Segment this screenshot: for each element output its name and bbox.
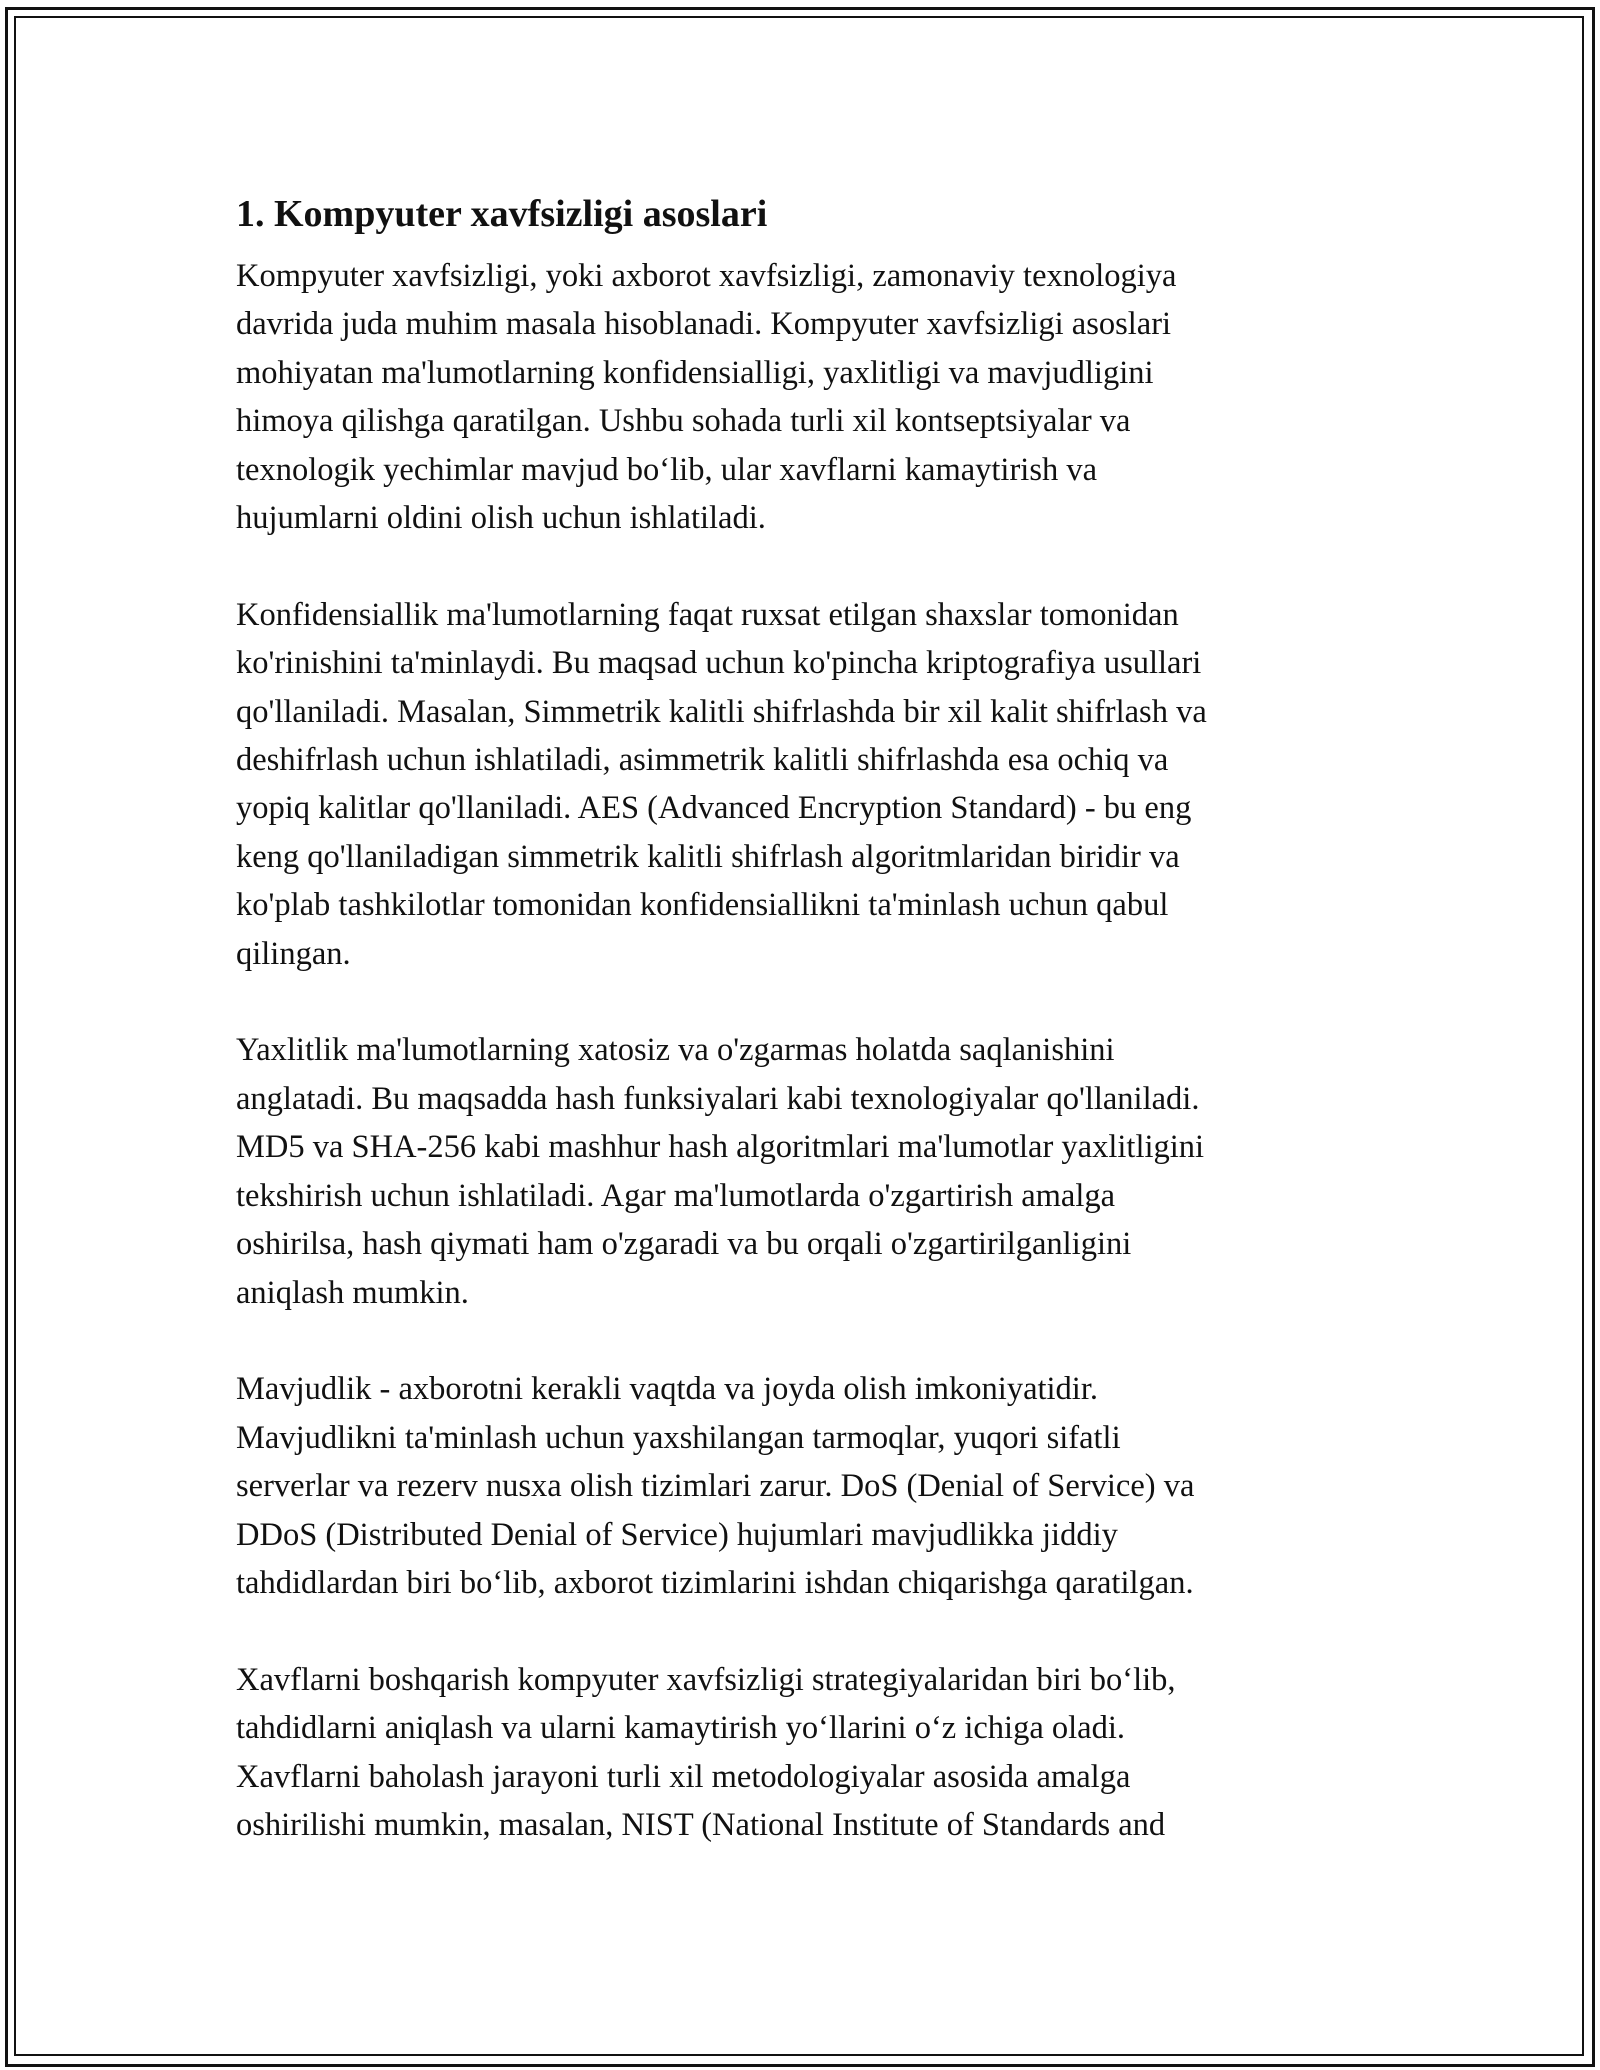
text-line: Konfidensiallik ma'lumotlarning faqat ruxsat etilgan shaxslar tomonidan: [236, 596, 1179, 633]
text-line: MD5 va SHA-256 kabi mashhur hash algoritmlari ma'lumotlar yaxlitligini: [236, 1129, 1205, 1166]
text-line: tekshirish uchun ishlatiladi. Agar ma'lumotlarda o'zgartirish amalga: [236, 1177, 1116, 1214]
text-line: himoya qilishga qaratilgan. Ushbu sohada turli xil kontseptsiyalar va: [236, 403, 1131, 440]
text-line: qo'llaniladi. Masalan, Simmetrik kalitli shifrlashda bir xil kalit shifrlash va: [236, 693, 1207, 730]
text-line: ko'rinishini ta'minlaydi. Bu maqsad uchun ko'pincha kriptografiya usullari: [236, 645, 1202, 682]
text-line: Mavjudlik - axborotni kerakli vaqtda va joyda olish imkoniyatidir.: [236, 1371, 1098, 1408]
text-line: oshirilsa, hash qiymati ham o'zgaradi va bu orqali o'zgartirilganligini: [236, 1226, 1132, 1263]
text-line: serverlar va rezerv nusxa olish tizimlari zarur. DoS (Denial of Service) va: [236, 1468, 1195, 1505]
text-line: tahdidlardan biri bo‘lib, axborot tizimlarini ishdan chiqarishga qaratilgan.: [236, 1564, 1194, 1601]
text-line: hujumlarni oldini olish uchun ishlatiladi.: [236, 500, 766, 537]
text-line: texnologik yechimlar mavjud bo‘lib, ular xavflarni kamaytirish va: [236, 451, 1098, 488]
text-line: keng qo'llaniladigan simmetrik kalitli shifrlash algoritmlaridan biridir va: [236, 838, 1180, 875]
text-line: aniqlash mumkin.: [236, 1274, 469, 1311]
text-line: DDoS (Distributed Denial of Service) hujumlari mavjudlikka jiddiy: [236, 1516, 1118, 1553]
paragraph-availability: [236, 1365, 1356, 1607]
section-heading: 1. Kompyuter xavfsizligi asoslari: [236, 193, 768, 235]
text-line: ko'plab tashkilotlar tomonidan konfidensiallikni ta'minlash uchun qabul: [236, 887, 1169, 924]
paragraph-integrity: [236, 1026, 1356, 1316]
text-line: Yaxlitlik ma'lumotlarning xatosiz va o'zgarmas holatda saqlanishini: [236, 1032, 1115, 1069]
text-line: yopiq kalitlar qo'llaniladi. AES (Advanced Encryption Standard) - bu eng: [236, 790, 1192, 827]
paragraph-risk-management: [236, 1656, 1356, 1850]
paragraph-confidentiality: [236, 591, 1356, 978]
text-line: oshirilishi mumkin, masalan, NIST (National Institute of Standards and: [236, 1806, 1166, 1843]
text-line: davrida juda muhim masala hisoblanadi. Kompyuter xavfsizligi asoslari: [236, 306, 1172, 343]
paragraph-intro: [236, 252, 1356, 542]
text-line: qilingan.: [236, 935, 351, 972]
text-line: tahdidlarni aniqlash va ularni kamaytirish yo‘llarini o‘z ichiga oladi.: [236, 1710, 1125, 1747]
text-line: Xavflarni boshqarish kompyuter xavfsizligi strategiyalaridan biri bo‘lib,: [236, 1661, 1176, 1698]
text-line: anglatadi. Bu maqsadda hash funksiyalari kabi texnologiyalar qo'llaniladi.: [236, 1080, 1200, 1117]
document-body: [236, 184, 1356, 1898]
text-line: Xavflarni baholash jarayoni turli xil metodologiyalar asosida amalga: [236, 1758, 1131, 1795]
text-line: Mavjudlikni ta'minlash uchun yaxshilangan tarmoqlar, yuqori sifatli: [236, 1419, 1121, 1456]
text-line: deshifrlash uchun ishlatiladi, asimmetrik kalitli shifrlashda esa ochiq va: [236, 742, 1169, 779]
text-line: mohiyatan ma'lumotlarning konfidensialligi, yaxlitligi va mavjudligini: [236, 354, 1154, 391]
text-line: Kompyuter xavfsizligi, yoki axborot xavfsizligi, zamonaviy texnologiya: [236, 258, 1177, 294]
